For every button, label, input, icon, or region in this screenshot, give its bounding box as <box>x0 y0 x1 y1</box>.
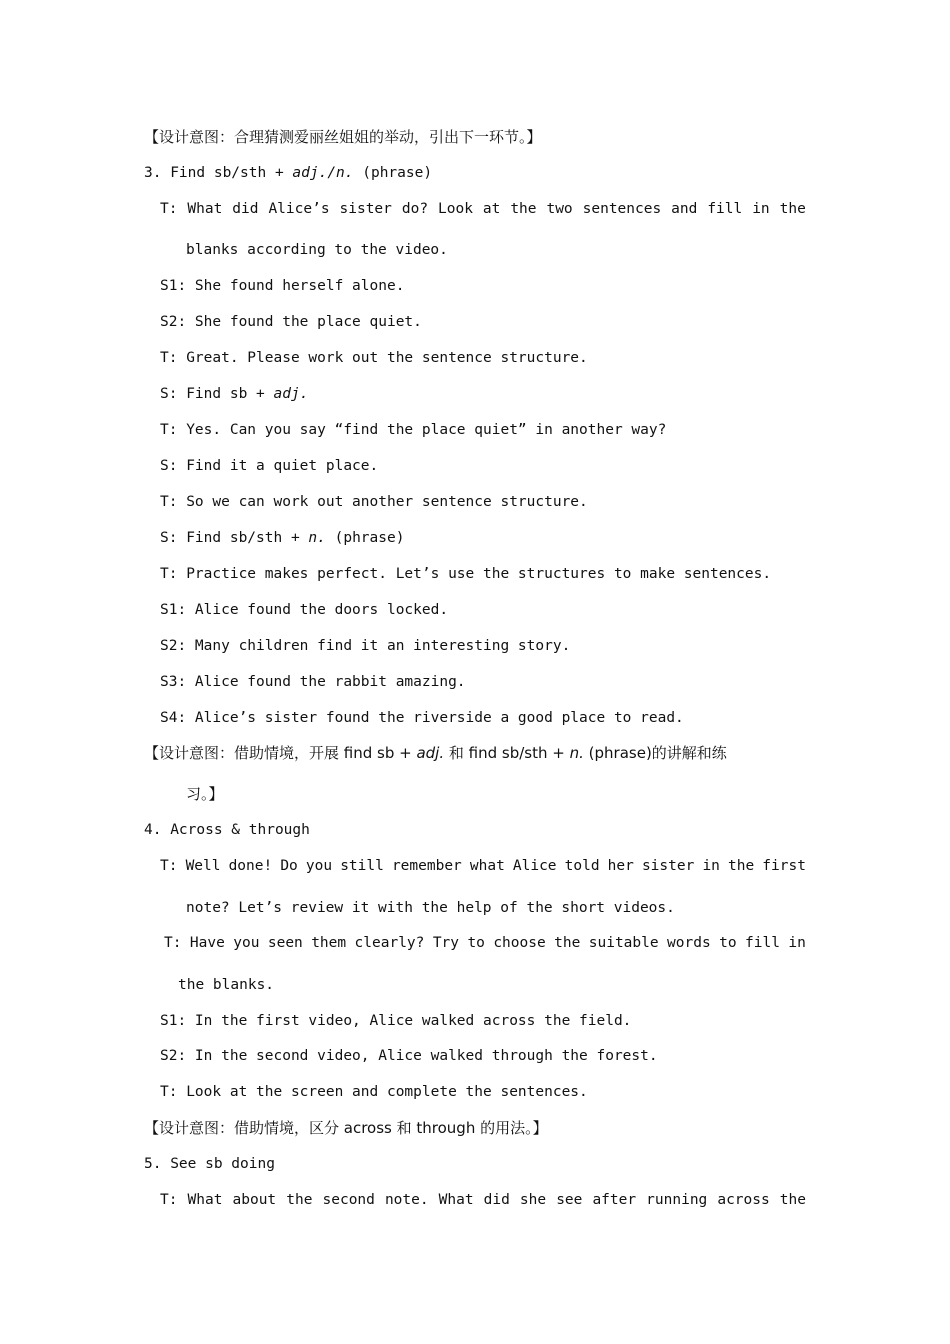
word: her <box>607 858 634 874</box>
word: choose <box>493 935 546 951</box>
word: about <box>232 1192 277 1208</box>
word: the <box>510 201 537 217</box>
word: in <box>788 935 806 951</box>
word: across <box>717 1192 770 1208</box>
section-heading-4: 4. Across & through <box>144 822 310 838</box>
word: Well <box>185 858 221 874</box>
word: sentences <box>582 201 662 217</box>
word: T: <box>164 935 182 951</box>
word: words <box>667 935 711 951</box>
teacher-line-8: T: Look at the screen and complete the sentences. <box>160 1084 588 1100</box>
word: two <box>546 201 573 217</box>
word: in <box>702 858 720 874</box>
word: the <box>554 935 581 951</box>
teacher-line-6-cont: note? Let’s review it with the help of the short videos. <box>186 900 675 916</box>
design-intent-2: 【设计意图：借助情境，开展 find sb + adj. 和 find sb/sth + n. (phrase)的讲解和练 <box>144 744 727 762</box>
word: the <box>779 1192 806 1208</box>
teacher-line-3: T: Yes. Can you say “find the place quiet” in another way? <box>160 422 667 438</box>
word: Alice’s <box>268 201 330 217</box>
word: first <box>762 858 806 874</box>
word: remember <box>391 858 462 874</box>
teacher-line-9 <box>160 1191 806 1209</box>
word: see <box>556 1192 583 1208</box>
word: did <box>483 1192 510 1208</box>
student-line-5: S: Find sb/sth + n. (phrase) <box>160 530 405 546</box>
word: T: <box>160 1192 178 1208</box>
word: Alice <box>512 858 557 874</box>
word: fill <box>707 201 743 217</box>
word: done! <box>228 858 273 874</box>
teacher-line-5: T: Practice makes perfect. Let’s use the structures to make sentences. <box>160 566 772 582</box>
student-line-9: S4: Alice’s sister found the riverside a good place to read. <box>160 710 684 726</box>
word: do? <box>401 201 429 217</box>
student-line-6: S1: Alice found the doors locked. <box>160 602 449 618</box>
word: What <box>438 1192 474 1208</box>
word: to <box>719 935 737 951</box>
word: you <box>233 935 260 951</box>
teacher-line-1 <box>160 200 806 218</box>
word: sister <box>339 201 392 217</box>
student-line-2: S2: She found the place quiet. <box>160 314 422 330</box>
section-heading-3: 3. Find sb/sth + adj./n. (phrase) <box>144 165 433 181</box>
teacher-line-4: T: So we can work out another sentence structure. <box>160 494 588 510</box>
word: to <box>467 935 485 951</box>
student-line-11: S2: In the second video, Alice walked through the forest. <box>160 1048 658 1064</box>
student-line-10: S1: In the first video, Alice walked across the field. <box>160 1013 632 1029</box>
word: the <box>779 201 806 217</box>
word: you <box>305 858 333 874</box>
word: Do <box>280 858 298 874</box>
teacher-line-7-cont: the blanks. <box>178 977 275 993</box>
word: sister <box>641 858 695 874</box>
word: Look <box>438 201 473 217</box>
word: the <box>728 858 755 874</box>
word: Have <box>189 935 225 951</box>
word: T: <box>160 201 178 217</box>
word: after <box>592 1192 637 1208</box>
section-heading-5: 5. See sb doing <box>144 1156 275 1172</box>
word: did <box>232 201 259 217</box>
word: she <box>519 1192 547 1208</box>
word: note. <box>384 1192 429 1208</box>
word: what <box>469 858 505 874</box>
word: T: <box>160 858 178 874</box>
word: still <box>340 858 384 874</box>
word: running <box>646 1192 708 1208</box>
word: Try <box>432 935 460 951</box>
word: told <box>564 858 600 874</box>
teacher-line-1-cont: blanks according to the video. <box>186 242 448 258</box>
design-intent-3: 【设计意图：借助情境，区分 across 和 through 的用法。】 <box>144 1119 548 1137</box>
design-intent-2-cont: 习。】 <box>186 785 224 803</box>
student-line-3: S: Find sb + adj. <box>160 386 309 402</box>
word: and <box>671 201 698 217</box>
word: the <box>286 1192 313 1208</box>
teacher-line-7 <box>164 934 806 952</box>
word: in <box>752 201 770 217</box>
word: What <box>187 201 223 217</box>
word: at <box>482 201 501 217</box>
word: fill <box>745 935 780 951</box>
student-line-4: S: Find it a quiet place. <box>160 458 379 474</box>
word: them <box>311 935 347 951</box>
word: suitable <box>588 935 659 951</box>
design-intent-1: 【设计意图：合理猜测爱丽丝姐姐的举动，引出下一环节。】 <box>144 128 542 146</box>
word: What <box>187 1192 223 1208</box>
teacher-line-6 <box>160 857 806 875</box>
student-line-8: S3: Alice found the rabbit amazing. <box>160 674 466 690</box>
teacher-line-2: T: Great. Please work out the sentence structure. <box>160 350 588 366</box>
word: second <box>322 1192 375 1208</box>
student-line-7: S2: Many children find it an interesting story. <box>160 638 571 654</box>
word: seen <box>267 935 303 951</box>
student-line-1: S1: She found herself alone. <box>160 278 405 294</box>
word: clearly? <box>354 935 425 951</box>
